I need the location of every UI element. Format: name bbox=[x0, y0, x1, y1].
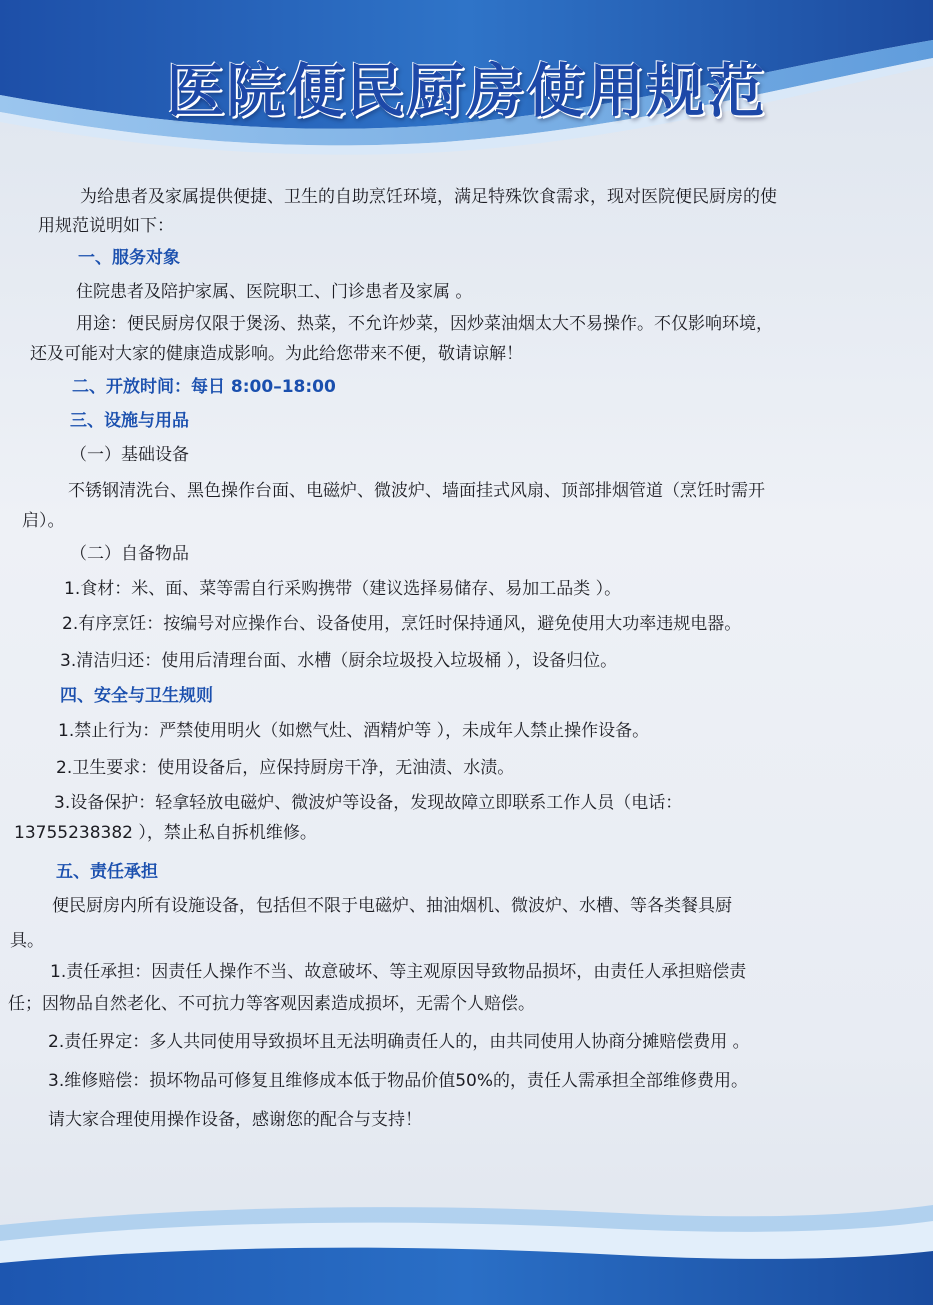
safety-item-3: 3.设备保护：轻拿轻放电磁炉、微波炉等设备，发现故障立即联系工作人员（电话： bbox=[54, 793, 683, 813]
intro-text: 为给患者及家属提供便捷、卫生的自助烹饪环境，满足特殊饮食需求，现对医院便民厨房的使 bbox=[80, 187, 777, 207]
bottom-banner-decoration bbox=[0, 1185, 933, 1305]
liability-item-2: 2.责任界定：多人共同使用导致损坏且无法明确责任人的，由共同使用人协商分摊赔偿费用 。 bbox=[48, 1032, 750, 1052]
liability-desc: 便民厨房内所有设施设备，包括但不限于电磁炉、抽油烟机、微波炉、水槽、等各类餐具厨 bbox=[52, 896, 732, 916]
basic-equipment-text-cont: 启）。 bbox=[22, 511, 65, 531]
safety-item-3-cont: 13755238382 ），禁止私自拆机维修。 bbox=[14, 823, 317, 843]
page-title: 医院便民厨房使用规范 bbox=[166, 57, 767, 125]
closing-text: 请大家合理使用操作设备，感谢您的配合与支持！ bbox=[48, 1110, 422, 1130]
section-heading-facilities: 三、设施与用品 bbox=[70, 411, 189, 431]
usage-text: 用途：便民厨房仅限于煲汤、热菜，不允许炒菜，因炒菜油烟太大不易操作。不仅影响环境， bbox=[76, 314, 773, 334]
intro-text-cont: 用规范说明如下： bbox=[38, 216, 174, 236]
self-item-1: 1.食材：米、面、菜等需自行采购携带（建议选择易储存、易加工品类 ）。 bbox=[64, 579, 622, 599]
liability-desc-cont: 具。 bbox=[10, 931, 44, 951]
liability-item-1: 1.责任承担：因责任人操作不当、故意破坏、等主观原因导致物品损坏，由责任人承担赔偿责 bbox=[50, 962, 747, 982]
subsection-heading-self: （二）自备物品 bbox=[70, 544, 189, 564]
section-heading-safety: 四、安全与卫生规则 bbox=[60, 686, 213, 706]
section-heading-service: 一、服务对象 bbox=[78, 248, 180, 268]
basic-equipment-text: 不锈钢清洗台、黑色操作台面、电磁炉、微波炉、墙面挂式风扇、顶部排烟管道（烹饪时需开 bbox=[68, 481, 765, 501]
subsection-heading-basic: （一）基础设备 bbox=[70, 445, 189, 465]
self-item-2: 2.有序烹饪：按编号对应操作台、设备使用，烹饪时保持通风，避免使用大功率违规电器。 bbox=[62, 614, 742, 634]
section-heading-liability: 五、责任承担 bbox=[56, 862, 158, 882]
liability-item-1-cont: 任；因物品自然老化、不可抗力等客观因素造成损坏，无需个人赔偿。 bbox=[8, 994, 535, 1014]
usage-text-cont: 还及可能对大家的健康造成影响。为此给您带来不便，敬请谅解！ bbox=[30, 344, 523, 364]
service-target-text: 住院患者及陪护家属、医院职工、门诊患者及家属 。 bbox=[76, 282, 473, 302]
safety-item-2: 2.卫生要求：使用设备后，应保持厨房干净，无油渍、水渍。 bbox=[56, 758, 515, 778]
safety-item-1: 1.禁止行为：严禁使用明火（如燃气灶、酒精炉等 ），未成年人禁止操作设备。 bbox=[58, 721, 650, 741]
self-item-3: 3.清洁归还：使用后清理台面、水槽（厨余垃圾投入垃圾桶 ），设备归位。 bbox=[60, 651, 618, 671]
section-heading-hours: 二、开放时间：每日 8:00–18:00 bbox=[72, 377, 336, 397]
liability-item-3: 3.维修赔偿：损坏物品可修复且维修成本低于物品价值50%的，责任人需承担全部维修费用。 bbox=[48, 1071, 749, 1091]
